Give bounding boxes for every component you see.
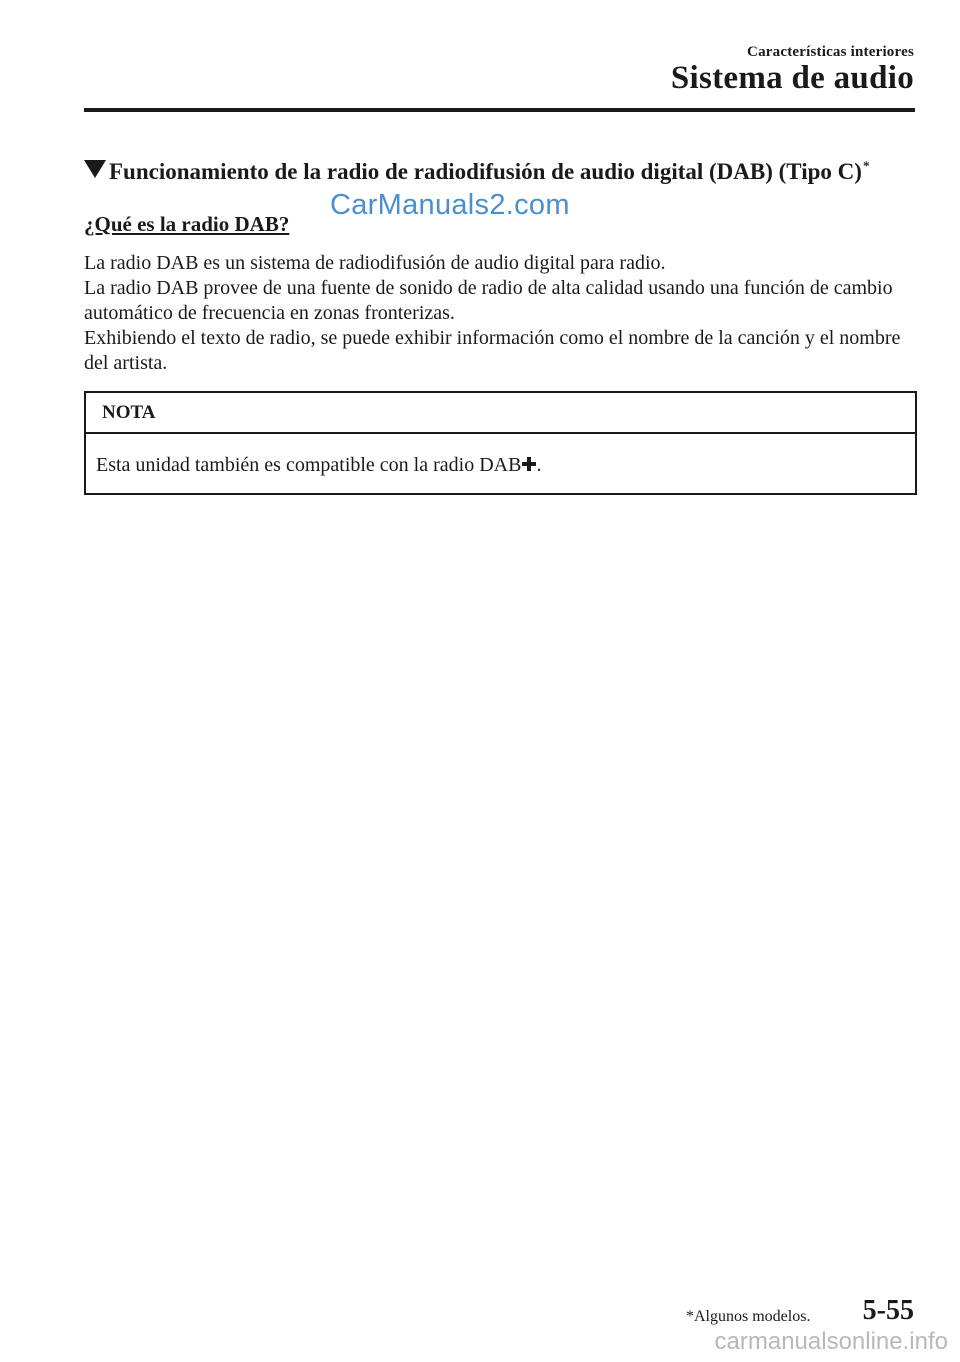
plus-icon <box>522 457 536 471</box>
paragraph: La radio DAB provee de una fuente de sonido de radio de alta calidad usando una función de cambio automático de frecuencia en zonas fronterizas. <box>84 277 893 324</box>
page-number: 5-55 <box>862 1295 914 1326</box>
paragraph: La radio DAB es un sistema de radiodifusión de audio digital para radio. <box>84 252 666 274</box>
footnote: *Algunos modelos. <box>686 1308 811 1325</box>
section-heading-text: Funcionamiento de la radio de radiodifusión de audio digital (DAB) (Tipo C) <box>109 159 862 184</box>
body-text <box>84 251 916 376</box>
header-divider <box>84 108 915 112</box>
note-box <box>84 391 917 495</box>
header-category: Características interiores <box>747 44 914 60</box>
watermark-bottom: carmanualsonline.info <box>714 1328 948 1355</box>
note-text-body: Esta unidad también es compatible con la radio DAB <box>96 454 522 476</box>
sub-heading: ¿Qué es la radio DAB? <box>84 212 290 236</box>
triangle-down-icon <box>84 160 106 178</box>
watermark-top: CarManuals2.com <box>330 189 570 221</box>
page-title: Sistema de audio <box>670 60 914 96</box>
note-title: NOTA <box>86 393 915 434</box>
note-text-end: . <box>536 454 542 476</box>
paragraph: Exhibiendo el texto de radio, se puede exhibir información como el nombre de la canción y el nombre del artista. <box>84 327 901 374</box>
asterisk-marker: * <box>862 158 870 173</box>
section-heading <box>84 158 924 185</box>
note-text <box>86 434 915 477</box>
